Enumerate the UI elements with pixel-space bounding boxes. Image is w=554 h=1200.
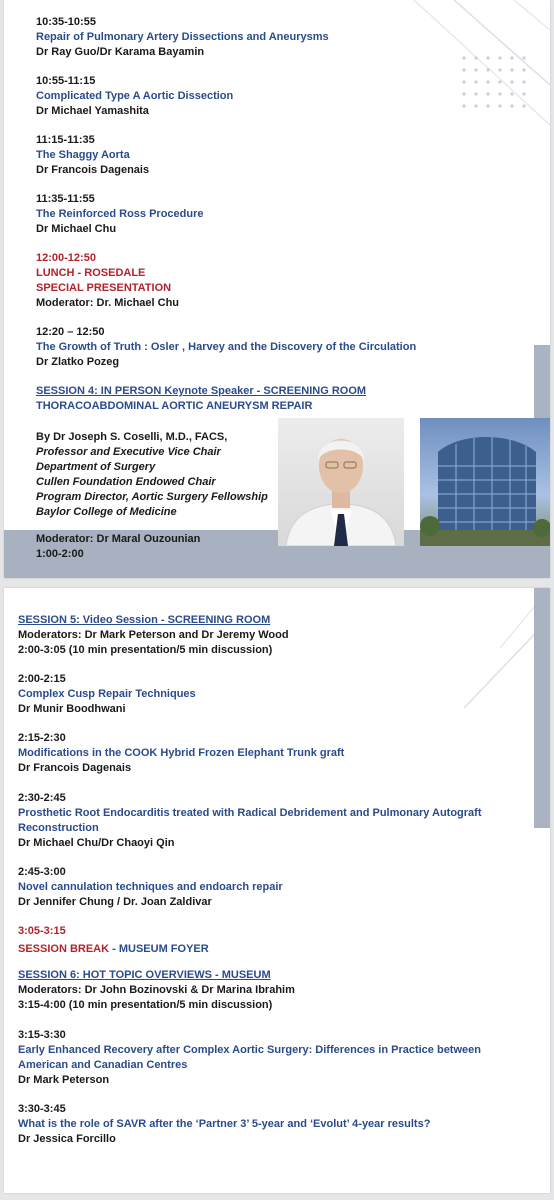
entry-title: The Shaggy Aorta	[36, 149, 130, 161]
speaker-title: Cullen Foundation Endowed Chair	[36, 476, 216, 488]
session-moderators: Moderators: Dr John Bozinovski & Dr Marina Ibrahim	[18, 984, 295, 996]
schedule-entry	[18, 865, 538, 910]
session-subheading: THORACOABDOMINAL AORTIC ANEURYSM REPAIR	[36, 400, 313, 412]
schedule-entry	[18, 672, 538, 717]
entry-time: 2:45-3:00	[18, 866, 66, 878]
lunch-moderator: Moderator: Dr. Michael Chu	[36, 297, 180, 309]
entry-time: 10:55-11:15	[36, 75, 96, 87]
lunch-title: LUNCH - ROSEDALE	[36, 267, 146, 279]
entry-time: 3:15-3:30	[18, 1029, 66, 1041]
schedule-entry	[18, 791, 508, 851]
schedule-entry	[36, 15, 536, 60]
keynote-speaker-block	[36, 430, 276, 520]
session-6-header	[18, 968, 538, 1013]
speaker-title: Program Director, Aortic Surgery Fellowship	[36, 491, 268, 503]
entry-speaker: Dr Jennifer Chung / Dr. Joan Zaldivar	[18, 896, 212, 908]
session-moderator: Moderator: Dr Maral Ouzounian	[36, 533, 201, 545]
break-location: - MUSEUM FOYER	[109, 943, 209, 955]
schedule-entry	[36, 192, 536, 237]
entry-speaker: Dr Michael Chu/Dr Chaoyi Qin	[18, 837, 175, 849]
speaker-title: Department of Surgery	[36, 461, 156, 473]
entry-title: Modifications in the COOK Hybrid Frozen Elephant Trunk graft	[18, 747, 345, 759]
entry-speaker: Dr Francois Dagenais	[18, 762, 132, 774]
entry-time: 12:20 – 12:50	[36, 326, 105, 338]
break-label-primary: SESSION BREAK	[18, 943, 110, 955]
speaker-portrait-image	[278, 418, 404, 546]
schedule-entry	[18, 1102, 538, 1147]
entry-title: What is the role of SAVR after the ‘Partner 3’ 5-year and ‘Evolut’ 4-year results?	[18, 1118, 431, 1130]
session-format: 2:00-3:05 (10 min presentation/5 min discussion)	[18, 644, 273, 656]
entry-title: Complex Cusp Repair Techniques	[18, 688, 196, 700]
program-page-2	[4, 588, 550, 1193]
entry-title: Complicated Type A Aortic Dissection	[36, 90, 234, 102]
schedule-entry	[36, 133, 536, 178]
entry-title: The Growth of Truth : Osler , Harvey and the Discovery of the Circulation	[36, 341, 417, 353]
speaker-title: Professor and Executive Vice Chair	[36, 446, 221, 458]
entry-speaker: Dr Mark Peterson	[18, 1074, 110, 1086]
lunch-block	[36, 251, 536, 311]
lunch-time: 12:00-12:50	[36, 252, 96, 264]
session-heading: SESSION 6: HOT TOPIC OVERVIEWS - MUSEUM	[18, 969, 271, 981]
session-format: 3:15-4:00 (10 min presentation/5 min discussion)	[18, 999, 273, 1011]
session-5-header	[18, 613, 538, 658]
break-label	[18, 939, 538, 957]
entry-title: Repair of Pulmonary Artery Dissections and Aneurysms	[36, 31, 329, 43]
session-break-block	[18, 924, 538, 957]
session-4-header	[36, 384, 536, 414]
building-image	[420, 418, 550, 546]
special-presentation-label: SPECIAL PRESENTATION	[36, 282, 172, 294]
entry-time: 2:00-2:15	[18, 673, 66, 685]
entry-time: 11:15-11:35	[36, 134, 95, 146]
session-time: 1:00-2:00	[36, 548, 84, 560]
schedule-entry	[36, 74, 536, 119]
entry-speaker: Dr Michael Yamashita	[36, 105, 149, 117]
session-heading: SESSION 4: IN PERSON Keynote Speaker - SCREENING ROOM	[36, 385, 367, 397]
break-time: 3:05-3:15	[18, 925, 66, 937]
entry-title: Early Enhanced Recovery after Complex Aortic Surgery: Differences in Practice between American and Canadian Centres	[18, 1044, 481, 1071]
entry-speaker: Dr Zlatko Pozeg	[36, 356, 120, 368]
entry-speaker: Dr Ray Guo/Dr Karama Bayamin	[36, 46, 205, 58]
speaker-title: Baylor College of Medicine	[36, 506, 177, 518]
entry-title: Prosthetic Root Endocarditis treated with Radical Debridement and Pulmonary Autograft Reconstruction	[18, 807, 482, 834]
entry-time: 2:30-2:45	[18, 792, 66, 804]
entry-time: 11:35-11:55	[36, 193, 95, 205]
entry-speaker: Dr Munir Boodhwani	[18, 703, 126, 715]
keynote-speaker-name: By Dr Joseph S. Coselli, M.D., FACS,	[36, 431, 228, 443]
session-heading: SESSION 5: Video Session - SCREENING ROOM	[18, 614, 271, 626]
schedule-entry	[36, 325, 536, 370]
entry-time: 2:15-2:30	[18, 732, 66, 744]
entry-time: 3:30-3:45	[18, 1103, 66, 1115]
session-moderators: Moderators: Dr Mark Peterson and Dr Jeremy Wood	[18, 629, 289, 641]
entry-time: 10:35-10:55	[36, 16, 96, 28]
entry-speaker: Dr Michael Chu	[36, 223, 117, 235]
schedule-entry	[18, 731, 538, 776]
entry-speaker: Dr Francois Dagenais	[36, 164, 150, 176]
entry-speaker: Dr Jessica Forcillo	[18, 1133, 116, 1145]
entry-title: The Reinforced Ross Procedure	[36, 208, 204, 220]
schedule-entry	[18, 1028, 503, 1088]
program-page-1	[4, 0, 550, 578]
entry-title: Novel cannulation techniques and endoarch repair	[18, 881, 283, 893]
